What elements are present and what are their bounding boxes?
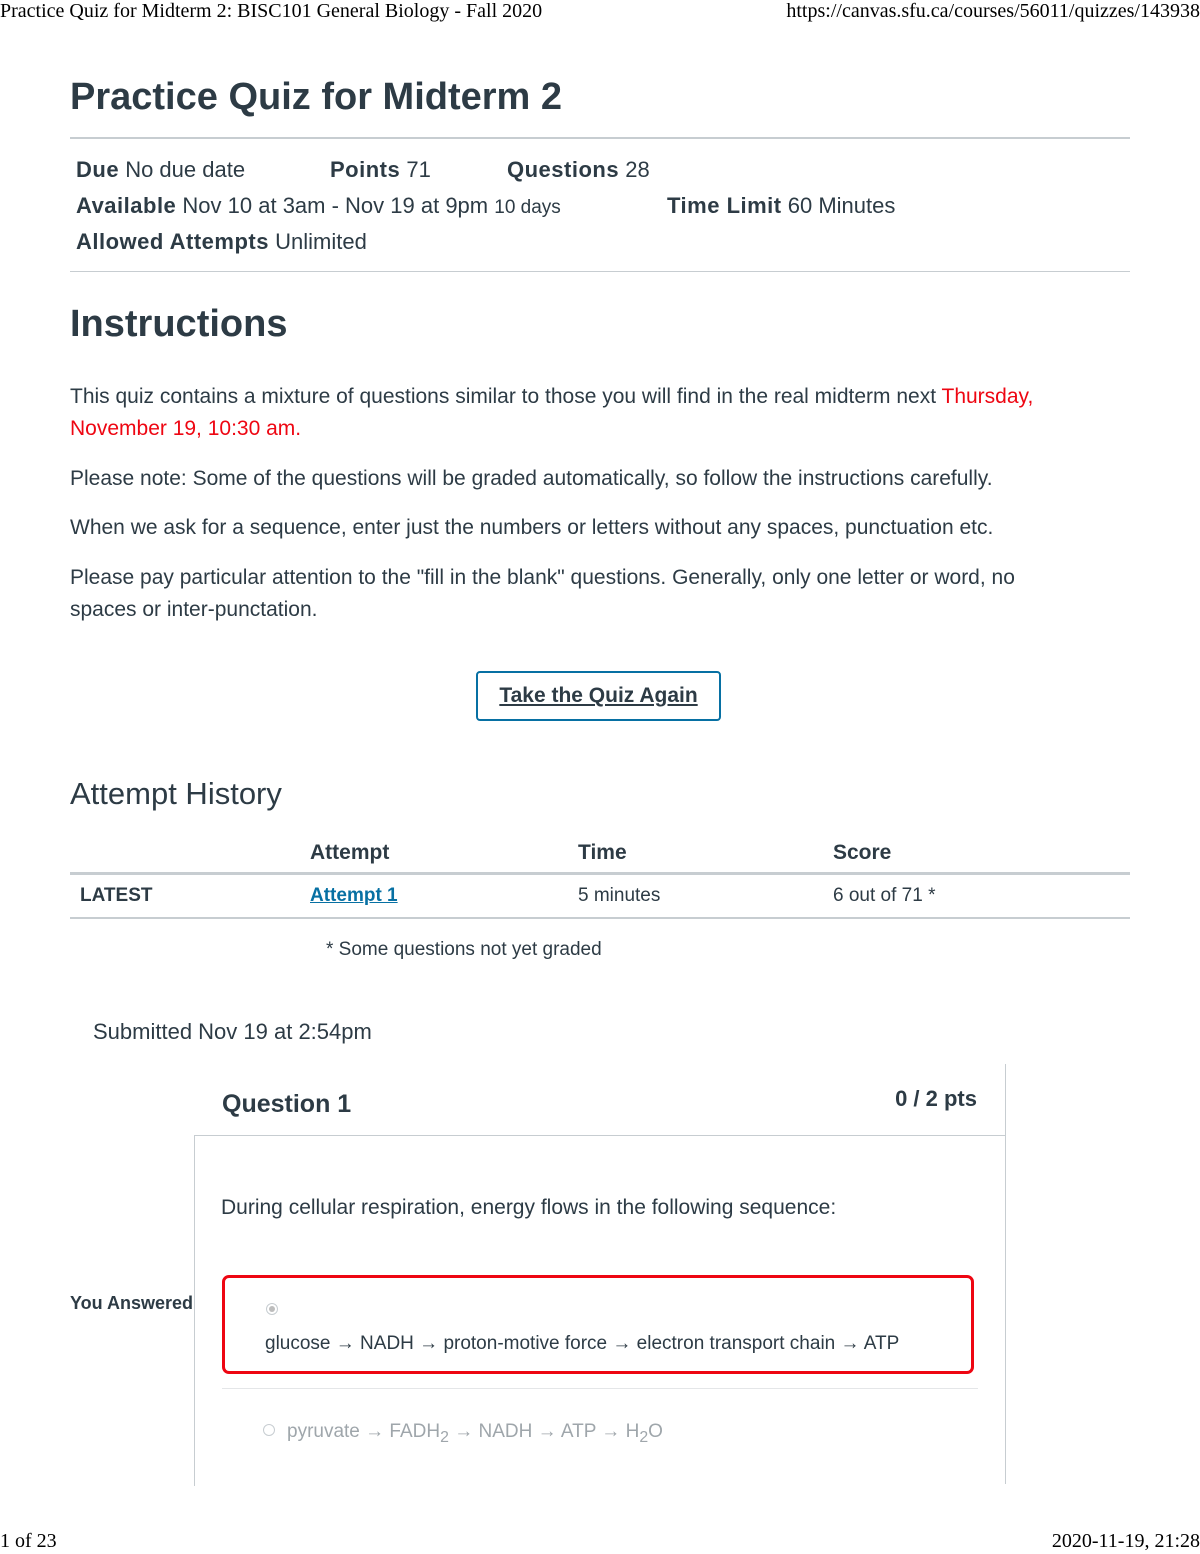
available-meta (76, 193, 561, 219)
grading-footnote: * Some questions not yet graded (326, 939, 602, 960)
instructions-paragraph-1 (70, 381, 1100, 445)
attempt-score: 6 out of 71 * (833, 885, 936, 906)
answer-2-part-c: O (648, 1421, 663, 1442)
instructions-p1-text: This quiz contains a mixture of questions similar to those you will find in the real midterm next (70, 385, 942, 408)
question-1-card (194, 1064, 1006, 1484)
answer-1-radio[interactable] (266, 1303, 278, 1315)
column-header-score: Score (833, 841, 892, 864)
answer-1-text: glucose → NADH → proton-motive force → electron transport chain → ATP (265, 1333, 900, 1354)
midterm-date-highlight-b: November 19, 10:30 am. (70, 417, 302, 440)
answer-2-sub-b: 2 (639, 1428, 649, 1446)
print-page-number: 1 of 23 (0, 1530, 57, 1552)
question-points: 0 / 2 pts (895, 1086, 977, 1111)
print-page-url: https://canvas.sfu.ca/courses/56011/quizzes/143938 (786, 0, 1200, 22)
take-quiz-again-button[interactable]: Take the Quiz Again (476, 671, 721, 721)
answer-divider (222, 1388, 978, 1389)
questions-label: Questions (507, 157, 620, 182)
midterm-date-highlight-a: Thursday, (941, 385, 1034, 408)
instructions-paragraph-2: Please note: Some of the questions will be graded automatically, so follow the instructions carefully. (70, 467, 993, 490)
print-header (0, 0, 1200, 26)
attempt-1-link-text[interactable]: Attempt 1 (310, 885, 398, 906)
print-footer (0, 1530, 1200, 1554)
available-duration: 10 days (494, 197, 561, 218)
selected-answer-highlight (222, 1275, 974, 1374)
instructions-p4-line-b: spaces or inter-punctation. (70, 598, 318, 621)
due-label: Due (76, 157, 120, 182)
points-meta (330, 157, 431, 183)
print-timestamp: 2020-11-19, 21:28 (1051, 1530, 1200, 1552)
submitted-timestamp: Submitted Nov 19 at 2:54pm (93, 1019, 372, 1044)
allowed-attempts-label: Allowed Attempts (76, 229, 269, 254)
time-limit-label: Time Limit (667, 193, 782, 218)
print-page-title: Practice Quiz for Midterm 2: BISC101 General Biology - Fall 2020 (0, 0, 543, 22)
time-limit-value: 60 Minutes (787, 193, 896, 218)
available-label: Available (76, 193, 177, 218)
table-header-rule (70, 872, 1130, 875)
answer-2-sub-a: 2 (440, 1428, 449, 1446)
instructions-title: Instructions (70, 303, 288, 345)
quiz-meta-row-1 (76, 157, 245, 183)
answer-2-part-a: pyruvate → FADH (287, 1421, 441, 1442)
available-value: Nov 10 at 3am - Nov 19 at 9pm (182, 193, 489, 218)
question-left-border (194, 1136, 195, 1486)
column-header-time: Time (578, 841, 627, 864)
question-text: During cellular respiration, energy flows in the following sequence: (221, 1196, 837, 1219)
allowed-attempts-value: Unlimited (275, 229, 367, 254)
questions-meta (507, 157, 650, 183)
meta-divider (70, 271, 1130, 272)
row-latest-label: LATEST (80, 885, 153, 906)
attempt-history-title: Attempt History (70, 776, 282, 811)
attempts-meta (76, 229, 367, 255)
title-divider (70, 137, 1130, 139)
answer-2-text (287, 1421, 663, 1447)
questions-value: 28 (625, 157, 650, 182)
instructions-p4-line-a: Please pay particular attention to the "fill in the blank" questions. Generally, only one letter or word, no (70, 566, 1015, 589)
page-title: Practice Quiz for Midterm 2 (70, 76, 563, 118)
column-header-attempt: Attempt (310, 841, 390, 864)
table-bottom-rule (70, 917, 1130, 919)
question-header-rule (194, 1135, 1005, 1136)
points-label: Points (330, 157, 401, 182)
answer-2-radio[interactable] (263, 1424, 275, 1436)
instructions-paragraph-3: When we ask for a sequence, enter just the numbers or letters without any spaces, punctuation etc. (70, 516, 994, 539)
attempt-time: 5 minutes (578, 885, 661, 906)
points-value: 71 (406, 157, 431, 182)
instructions-paragraph-4 (70, 562, 1100, 626)
attempt-1-link[interactable] (310, 885, 398, 907)
due-value: No due date (125, 157, 246, 182)
question-title: Question 1 (222, 1090, 352, 1118)
time-limit-meta (667, 193, 895, 219)
you-answered-label: You Answered (69, 1293, 193, 1313)
answer-2-part-b: → NADH → ATP → H (448, 1421, 640, 1442)
